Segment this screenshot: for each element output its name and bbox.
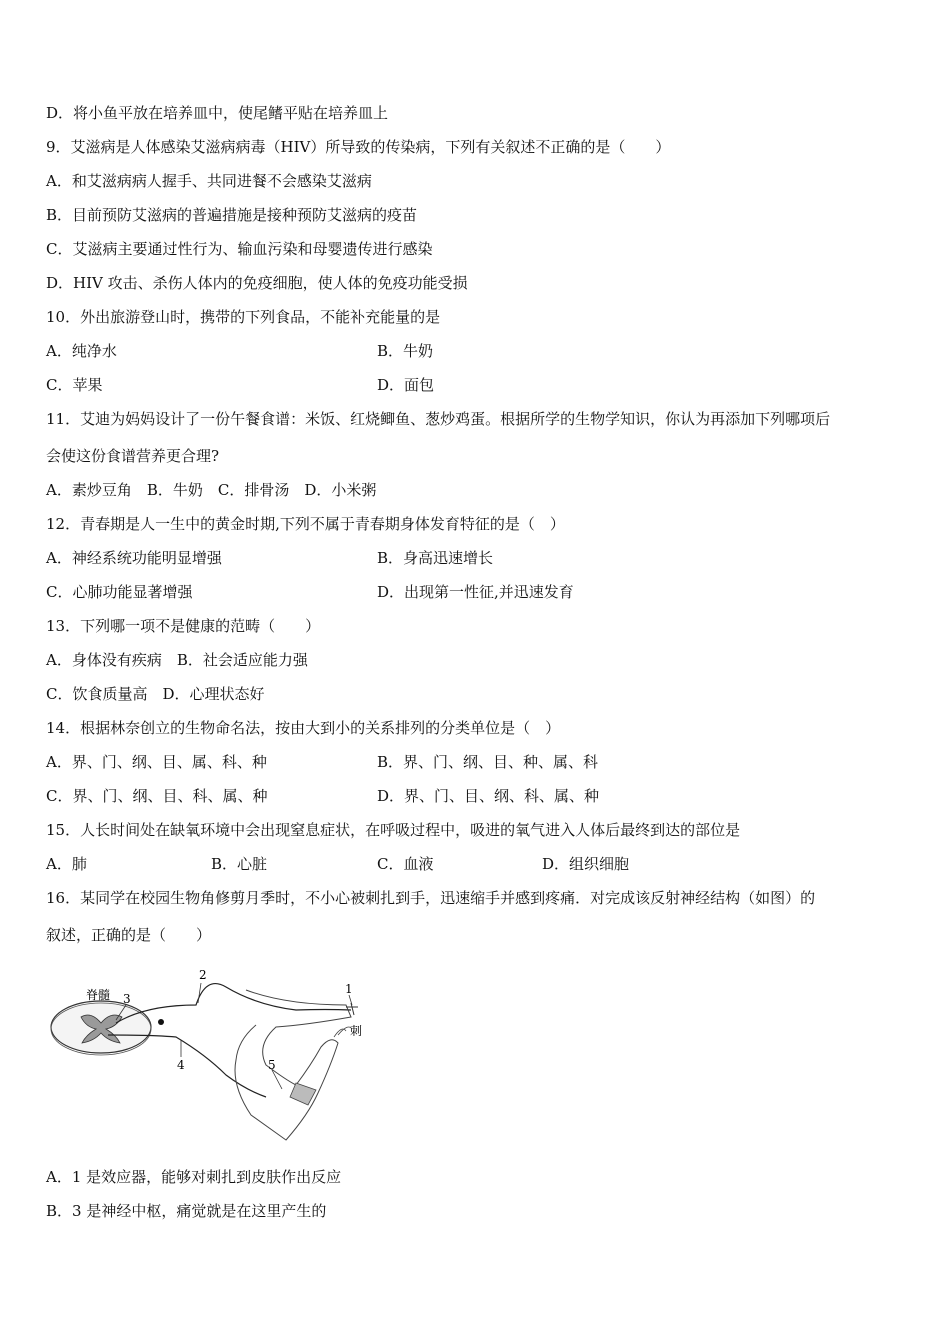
q9-option-c: C．艾滋病主要通过性行为、输血污染和母婴遗传进行感染 bbox=[46, 240, 433, 258]
q10-option-d: D．面包 bbox=[377, 376, 435, 394]
q12-stem: 12．青春期是人一生中的黄金时期,下列不属于青春期身体发育特征的是（ ） bbox=[46, 515, 565, 533]
label-2: 2 bbox=[199, 968, 207, 982]
q15-stem: 15．人长时间处在缺氧环境中会出现窒息症状，在呼吸过程中，吸进的氧气进入人体后最终到达的部位是 bbox=[46, 821, 741, 839]
q15-option-a: A．肺 bbox=[46, 855, 87, 873]
q13-options-ab: A．身体没有疾病 B．社会适应能力强 bbox=[46, 651, 308, 669]
q9-option-a: A．和艾滋病病人握手、共同进餐不会感染艾滋病 bbox=[46, 172, 372, 190]
q14-option-d: D．界、门、目、纲、科、属、种 bbox=[377, 787, 600, 805]
spinal-cord-section bbox=[51, 1001, 151, 1055]
q12-option-b: B．身高迅速增长 bbox=[377, 549, 494, 567]
q12-option-d: D．出现第一性征,并迅速发育 bbox=[377, 583, 574, 601]
label-3: 3 bbox=[123, 992, 131, 1006]
ganglion-dot bbox=[158, 1019, 164, 1025]
q10-stem: 10．外出旅游登山时，携带的下列食品，不能补充能量的是 bbox=[46, 308, 441, 326]
q14-option-a: A．界、门、纲、目、属、科、种 bbox=[46, 753, 267, 771]
q13-options-cd: C．饮食质量高 D．心理状态好 bbox=[46, 685, 265, 703]
q10-option-a: A．纯净水 bbox=[46, 342, 117, 360]
q11-stem-line1: 11．艾迪为妈妈设计了一份午餐食谱：米饭、红烧鲫鱼、葱炒鸡蛋。根据所学的生物学知识，你认为再添加下列哪项后 bbox=[46, 410, 831, 428]
q15-option-d: D．组织细胞 bbox=[542, 855, 630, 873]
q12-option-c: C．心肺功能显著增强 bbox=[46, 583, 193, 601]
q14-option-c: C．界、门、纲、目、科、属、种 bbox=[46, 787, 268, 805]
q14-stem: 14．根据林奈创立的生物命名法，按由大到小的关系排列的分类单位是（ ） bbox=[46, 719, 561, 737]
q11-options: A．素炒豆角 B．牛奶 C．排骨汤 D．小米粥 bbox=[46, 481, 377, 499]
sensory-nerve-2 bbox=[116, 984, 351, 1023]
q15-option-c: C．血液 bbox=[377, 855, 434, 873]
reflex-arc-figure bbox=[46, 965, 366, 1145]
q9-option-b: B．目前预防艾滋病的普遍措施是接种预防艾滋病的疫苗 bbox=[46, 206, 418, 224]
q12-option-a: A．神经系统功能明显增强 bbox=[46, 549, 222, 567]
q8-option-d: D．将小鱼平放在培养皿中，使尾鳍平贴在培养皿上 bbox=[46, 104, 389, 122]
q9-stem: 9．艾滋病是人体感染艾滋病病毒（HIV）所导致的传染病，下列有关叙述不正确的是（ ） bbox=[46, 138, 671, 156]
q16-stem-line2: 叙述，正确的是（ ） bbox=[46, 926, 212, 944]
q10-option-b: B．牛奶 bbox=[377, 342, 434, 360]
label-spinal-cord: 脊髓 bbox=[86, 988, 111, 1002]
q16-stem-line1: 16．某同学在校园生物角修剪月季时，不小心被刺扎到手，迅速缩手并感到疼痛．对完成该反射神经结构（如图）的 bbox=[46, 889, 816, 907]
label-4: 4 bbox=[177, 1058, 185, 1072]
q11-stem-line2: 会使这份食谱营养更合理? bbox=[46, 447, 220, 465]
label-1: 1 bbox=[345, 982, 353, 996]
label-thorn: 刺 bbox=[350, 1024, 363, 1038]
q15-option-b: B．心脏 bbox=[211, 855, 268, 873]
q10-option-c: C．苹果 bbox=[46, 376, 103, 394]
q14-option-b: B．界、门、纲、目、种、属、科 bbox=[377, 753, 599, 771]
q16-option-b: B．3 是神经中枢，痛觉就是在这里产生的 bbox=[46, 1202, 327, 1220]
q9-option-d: D．HIV 攻击、杀伤人体内的免疫细胞，使人体的免疫功能受损 bbox=[46, 274, 468, 292]
arm-outline bbox=[235, 990, 351, 1140]
label-5: 5 bbox=[268, 1058, 276, 1072]
q16-option-a: A．1 是效应器，能够对刺扎到皮肤作出反应 bbox=[46, 1168, 342, 1186]
q13-stem: 13．下列哪一项不是健康的范畴（ ） bbox=[46, 617, 321, 635]
